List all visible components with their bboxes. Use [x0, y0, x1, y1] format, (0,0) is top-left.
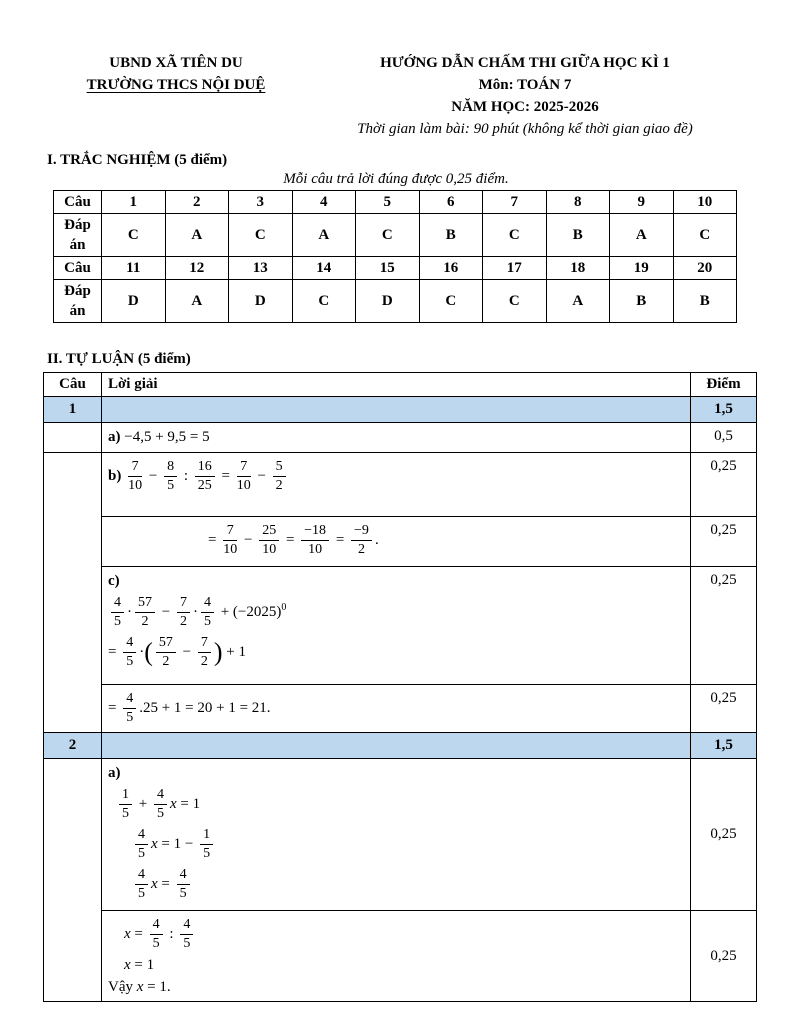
answer-cell: B: [673, 280, 737, 323]
cau-cell-empty: [44, 423, 102, 453]
q1-part-a-row: [44, 423, 757, 453]
points-cell: 0,25: [691, 684, 757, 732]
q2-part-a-row: [44, 758, 757, 910]
document-header: [47, 52, 745, 140]
answer-cell: 17: [483, 257, 547, 280]
school-year-line: NĂM HỌC: 2025-2026: [451, 99, 599, 115]
header-org-block: [47, 52, 305, 96]
q1-part-c-row-2: [44, 684, 757, 732]
answer-cell: 1: [102, 191, 166, 214]
math-line: c): [108, 572, 120, 589]
answer-cell: C: [356, 214, 420, 257]
answer-cell: B: [419, 214, 483, 257]
mc-row-answers-1: [54, 214, 737, 257]
col-header-cau: Câu: [44, 373, 102, 397]
answer-cell: C: [102, 214, 166, 257]
answer-cell: 3: [229, 191, 293, 214]
answer-cell: A: [546, 280, 610, 323]
question-2-header-row: [44, 732, 757, 758]
math-line: x = 1: [124, 956, 155, 973]
solution-cell: [102, 684, 691, 732]
section-1-title: I. TRẮC NGHIỆM (5 điểm): [47, 152, 228, 168]
math-line: $\frac{4}{5}$ x = $\frac{4}{5}$: [132, 866, 684, 903]
school-name: TRƯỜNG THCS NỘI DUỆ: [86, 77, 266, 93]
q1-part-b-row-1: [44, 452, 757, 516]
answer-cell: 2: [165, 191, 229, 214]
mc-note: Mỗi câu trả lời đúng được 0,25 điểm.: [283, 171, 509, 187]
math-line: $\frac{1}{5}$ + $\frac{4}{5}$ x = 1: [116, 786, 684, 823]
solution-cell: [102, 566, 691, 684]
answer-cell: 5: [356, 191, 420, 214]
math-line: a): [108, 764, 121, 781]
solution-cell: [102, 516, 691, 566]
points-cell: 0,25: [691, 910, 757, 1002]
cau-cell-empty: [44, 758, 102, 1002]
question-points: 1,5: [691, 732, 757, 758]
answer-cell: C: [483, 280, 547, 323]
section-2-title: II. TỰ LUẬN (5 điểm): [47, 351, 191, 367]
answer-cell: D: [102, 280, 166, 323]
answer-cell: C: [483, 214, 547, 257]
essay-table: [43, 372, 757, 1002]
doc-title: HƯỚNG DẪN CHẤM THI GIỮA HỌC KÌ 1: [380, 55, 670, 71]
mc-row-label: Đáp án: [54, 280, 102, 323]
mc-row-label: Câu: [54, 257, 102, 280]
solution-cell: [102, 452, 691, 516]
col-header-diem: Điểm: [691, 373, 757, 397]
question-1-header-row: [44, 397, 757, 423]
question-spacer: [102, 732, 691, 758]
answer-cell: 16: [419, 257, 483, 280]
math-line: a) −4,5 + 9,5 = 5: [108, 429, 210, 445]
question-number: 1: [44, 397, 102, 423]
answer-cell: 15: [356, 257, 420, 280]
points-cell: 0,5: [691, 423, 757, 453]
question-points: 1,5: [691, 397, 757, 423]
question-number: 2: [44, 732, 102, 758]
header-title-block: [305, 52, 745, 140]
answer-cell: C: [292, 280, 356, 323]
mc-row-questions-1: [54, 191, 737, 214]
answer-cell: 4: [292, 191, 356, 214]
math-line: Vậy x = 1.: [108, 978, 171, 995]
answer-cell: 13: [229, 257, 293, 280]
answer-cell: 20: [673, 257, 737, 280]
answer-cell: 19: [610, 257, 674, 280]
points-cell: 0,25: [691, 452, 757, 516]
answer-cell: 8: [546, 191, 610, 214]
answer-cell: D: [229, 280, 293, 323]
question-spacer: [102, 397, 691, 423]
points-cell: 0,25: [691, 516, 757, 566]
answer-cell: D: [356, 280, 420, 323]
answer-cell: 14: [292, 257, 356, 280]
math-line: $\frac{4}{5}$ x = 1 − $\frac{1}{5}$: [132, 826, 684, 863]
answer-cell: C: [229, 214, 293, 257]
math-line: = $\frac{4}{5}$ ·( $\frac{57}{2}$ − $\frac{7}{2}$ ) + 1: [108, 634, 246, 669]
multiple-choice-table: [53, 190, 737, 323]
answer-cell: B: [610, 280, 674, 323]
cau-cell-empty: [44, 452, 102, 732]
math-line: = $\frac{7}{10}$ − $\frac{25}{10}$ = $\frac{-18}{10}$ = $\frac{-9}{2}$ .: [208, 522, 379, 557]
answer-cell: 12: [165, 257, 229, 280]
math-line: x = $\frac{4}{5}$ : $\frac{4}{5}$: [124, 916, 684, 953]
q1-part-c-row-1: [44, 566, 757, 684]
solution-cell: [102, 758, 691, 910]
answer-cell: A: [610, 214, 674, 257]
answer-cell: 6: [419, 191, 483, 214]
points-cell: 0,25: [691, 758, 757, 910]
answer-cell: 7: [483, 191, 547, 214]
mc-row-label: Câu: [54, 191, 102, 214]
mc-row-answers-2: [54, 280, 737, 323]
subject-line: Môn: TOÁN 7: [478, 77, 572, 93]
answer-cell: 18: [546, 257, 610, 280]
math-line: = $\frac{4}{5}$ .25 + 1 = 20 + 1 = 21.: [108, 690, 271, 725]
q1-part-b-row-2: [44, 516, 757, 566]
duration-line: Thời gian làm bài: 90 phút (không kể thời gian giao đề): [357, 121, 693, 137]
answer-cell: A: [292, 214, 356, 257]
essay-header-row: [44, 373, 757, 397]
math-line: b) $\frac{7}{10}$ − $\frac{8}{5}$ : $\frac{16}{25}$ = $\frac{7}{10}$ − $\frac{5}{2}$: [108, 458, 684, 495]
org-name: UBND XÃ TIÊN DU: [109, 55, 243, 71]
answer-cell: A: [165, 280, 229, 323]
points-cell: 0,25: [691, 566, 757, 684]
solution-cell: [102, 910, 691, 1002]
answer-cell: C: [673, 214, 737, 257]
col-header-loi-giai: Lời giải: [102, 373, 691, 397]
mc-row-questions-2: [54, 257, 737, 280]
q2-part-b-row: [44, 910, 757, 1002]
answer-cell: 10: [673, 191, 737, 214]
math-line: $\frac{4}{5}$ · $\frac{57}{2}$ − $\frac{7}{2}$ · $\frac{4}{5}$ + $(-2025)^0$: [108, 594, 684, 631]
answer-cell: B: [546, 214, 610, 257]
mc-row-label: Đáp án: [54, 214, 102, 257]
solution-cell: [102, 423, 691, 453]
answer-cell: C: [419, 280, 483, 323]
answer-cell: 9: [610, 191, 674, 214]
answer-cell: 11: [102, 257, 166, 280]
answer-cell: A: [165, 214, 229, 257]
